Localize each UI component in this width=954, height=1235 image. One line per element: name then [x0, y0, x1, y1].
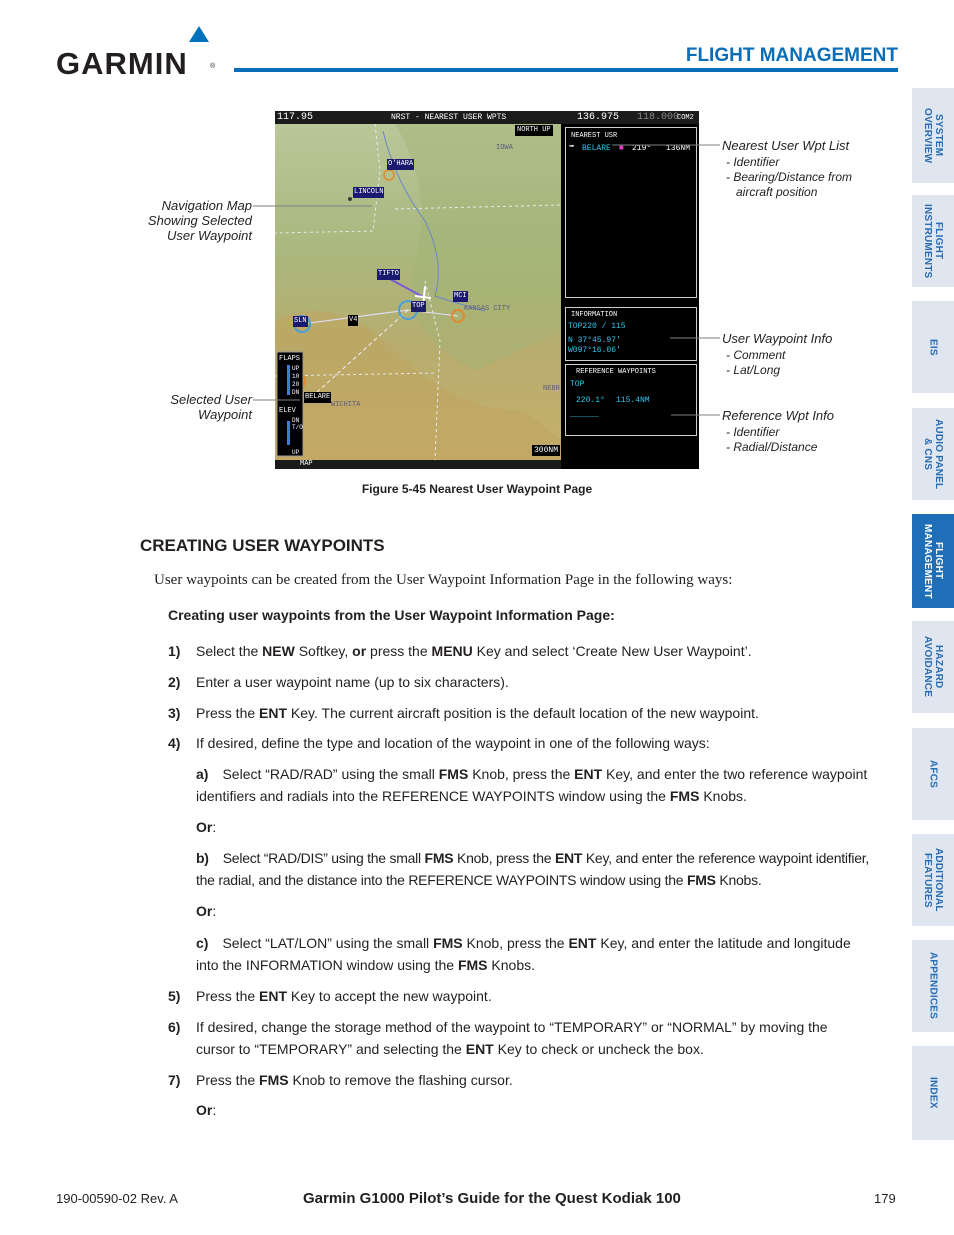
city-label: WICHITA — [331, 401, 361, 409]
or-separator: Or: — [196, 903, 217, 919]
tab-hazard-avoidance[interactable]: HAZARD AVOIDANCE — [912, 621, 954, 713]
section-title: FLIGHT MANAGEMENT — [685, 45, 898, 66]
nearest-flag: ■ — [619, 144, 624, 153]
callout-nearest-title: Nearest User Wpt List — [722, 138, 850, 153]
callout-ref-items: - Identifier - Radial/Distance — [726, 425, 818, 454]
nearest-user-panel — [565, 127, 697, 298]
ref-blank[interactable]: ______ — [570, 410, 599, 419]
option-a: a) Select “RAD/RAD” using the small FMS Knob, press the ENT Key, and enter the two reference waypoint identifiers and radials into the REFERENCE WAYPOINTS window using the FMS Knobs. — [196, 766, 868, 804]
reference-waypoints-panel — [565, 364, 697, 436]
doc-number: 190-00590-02 Rev. A — [56, 1191, 178, 1206]
elev-title: ELEV — [279, 407, 296, 415]
nearest-distance: 136NM — [666, 144, 691, 153]
com-right-standby: 118.000 — [637, 112, 680, 123]
wpt-label: SLN — [294, 317, 307, 325]
state-label: IOWA — [496, 144, 513, 152]
info-lon[interactable]: W097°16.06' — [568, 346, 621, 355]
tab-afcs[interactable]: AFCS — [912, 728, 954, 820]
panel-title: NEAREST USR — [571, 132, 618, 140]
tab-flight-management[interactable]: FLIGHT MANAGEMENT — [912, 514, 954, 608]
tab-eis[interactable]: EIS — [912, 301, 954, 393]
airway-label: V4 — [349, 316, 358, 324]
com-left-freq: 117.95 — [277, 112, 314, 123]
logo-wordmark: GARMIN — [56, 46, 188, 81]
garmin-logo — [56, 26, 222, 81]
intro-paragraph: User waypoints can be created from the User Waypoint Information Page in the following ways: — [154, 572, 733, 588]
nearest-bearing: 219° — [632, 144, 652, 153]
elev-dn: DN — [292, 417, 300, 424]
orientation: NORTH UP — [517, 126, 551, 134]
flaps-title: FLAPS — [279, 355, 301, 363]
com-label: COM2 — [677, 114, 694, 122]
flaps-dn: DN — [292, 389, 300, 396]
header-rule — [234, 68, 898, 72]
wpt-label: TOP — [412, 302, 425, 310]
ref-ident[interactable]: TOP — [570, 380, 585, 389]
tab-audio-panel[interactable]: AUDIO PANEL & CNS — [912, 408, 954, 500]
wpt-label: TIFTO — [378, 270, 400, 278]
elev-up: UP — [292, 449, 300, 456]
callout-user-info-title: User Waypoint Info — [722, 331, 833, 346]
elev-to: T/O — [292, 424, 303, 431]
figure-caption: Figure 5-45 Nearest User Waypoint Page — [361, 482, 593, 496]
panel-title: REFERENCE WAYPOINTS — [576, 368, 656, 376]
information-panel — [565, 307, 697, 361]
callout-ref-title: Reference Wpt Info — [722, 408, 834, 423]
nearest-ident[interactable]: BELARE — [582, 144, 611, 153]
option-c: c) Select “LAT/LON” using the small FMS Knob, press the ENT Key, and enter the latitude and longitude into the INFORMATION window using the FMS Knobs. — [196, 935, 851, 973]
ref-radial[interactable]: 220.1° — [576, 396, 605, 405]
page-number: 179 — [874, 1191, 896, 1206]
ref-distance[interactable]: 115.4NM — [616, 396, 650, 405]
info-lat[interactable]: N 37°45.97' — [568, 336, 621, 345]
com-right-freq: 136.975 — [577, 112, 620, 123]
map-range: 300NM — [534, 446, 559, 455]
tab-appendices[interactable]: APPENDICES — [912, 940, 954, 1032]
tab-additional-features[interactable]: ADDITIONAL FEATURES — [912, 834, 954, 926]
or-separator: Or: — [196, 819, 217, 835]
logo-triangle-icon — [189, 26, 209, 42]
wpt-label: MCI — [454, 292, 467, 300]
flaps-up: UP — [292, 365, 300, 372]
page-title: NRST - NEAREST USER WPTS — [391, 113, 507, 122]
wpt-label: O'HARA — [388, 160, 414, 168]
callout-nav-map: Navigation Map Showing Selected User Waypoint — [147, 198, 252, 243]
tab-index[interactable]: INDEX — [912, 1046, 954, 1140]
or-separator: Or: — [196, 1102, 217, 1118]
flaps-20: 20 — [292, 381, 300, 388]
callout-selected-waypoint: Selected User Waypoint — [170, 392, 252, 422]
state-label: NEBR — [543, 385, 560, 393]
flaps-10: 10 — [292, 373, 300, 380]
option-b: b) Select “RAD/DIS” using the small FMS Knob, press the ENT Key, and enter the reference waypoint identifier, the radial, and the distance into the REFERENCE WAYPOINTS window using the FMS Knobs. — [196, 850, 870, 888]
arrow-icon: ➡ — [569, 142, 575, 152]
wpt-label: LINCOLN — [354, 188, 384, 196]
city-label: KANSAS CITY — [464, 305, 511, 313]
wpt-label: BELARE — [305, 393, 331, 401]
mfd-screenshot — [275, 111, 699, 469]
callout-nearest-items: - Identifier - Bearing/Distance from aircraft position — [726, 155, 853, 199]
panel-title: INFORMATION — [571, 311, 618, 319]
callout-user-info-items: - Comment - Lat/Long — [726, 348, 786, 377]
info-comment[interactable]: TOP220 / 115 — [568, 322, 626, 331]
logo-registered-mark: ® — [210, 63, 216, 70]
procedure-heading: Creating user waypoints from the User Waypoint Information Page: — [168, 607, 615, 623]
tab-flight-instruments[interactable]: FLIGHT INSTRUMENTS — [912, 195, 954, 287]
map-label: MAP — [300, 460, 313, 468]
doc-title: Garmin G1000 Pilot’s Guide for the Quest Kodiak 100 — [303, 1190, 681, 1207]
section-heading: CREATING USER WAYPOINTS — [140, 536, 385, 555]
tab-system-overview[interactable]: SYSTEM OVERVIEW — [912, 88, 954, 183]
